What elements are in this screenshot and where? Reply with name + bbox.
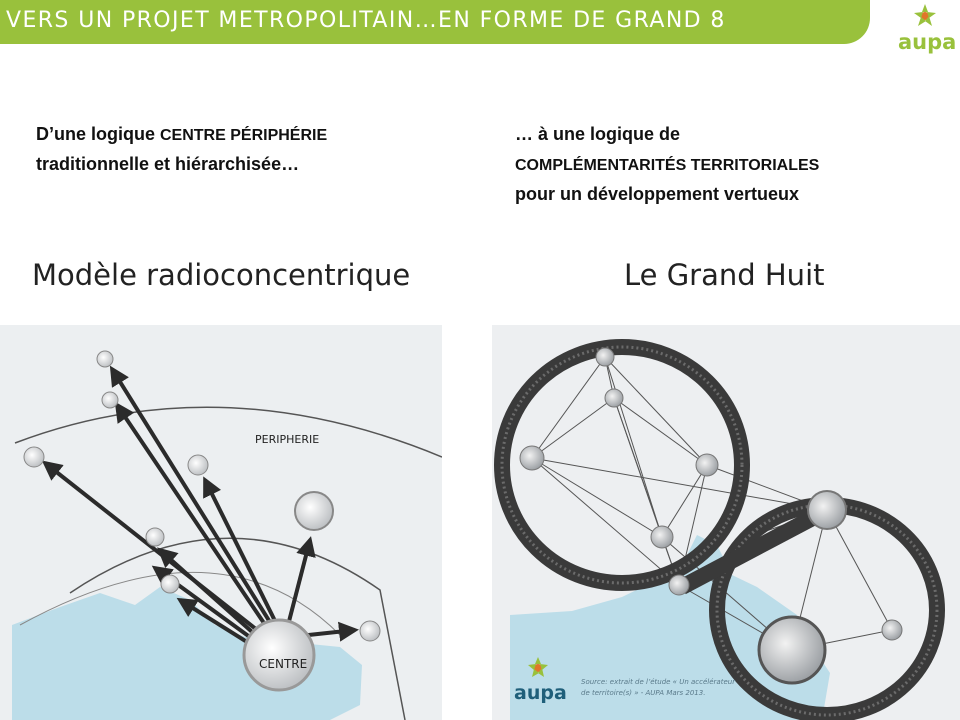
right-intro-line2: COMPLÉMENTARITÉS TERRITORIALES: [515, 157, 820, 174]
left-intro-line1b: CENTRE PÉRIPHÉRIE: [160, 127, 328, 144]
radioconcentric-diagram: [0, 325, 442, 720]
right-diagram-title: Le Grand Huit: [624, 258, 825, 292]
periphery-label: PERIPHERIE: [255, 433, 320, 446]
node: [605, 389, 623, 407]
node: [146, 528, 164, 546]
aupa-logo-text: aupa: [898, 30, 957, 54]
title-bar: [0, 0, 870, 44]
left-intro-line1a: D’une logique: [36, 124, 160, 144]
node: [102, 392, 118, 408]
source-line2: de territoire(s) » - AUPA Mars 2013.: [581, 689, 706, 697]
centre-node: [244, 620, 314, 690]
node: [882, 620, 902, 640]
node: [161, 575, 179, 593]
left-intro-line2: traditionnelle et hiérarchisée…: [36, 154, 300, 174]
left-intro: [36, 120, 327, 178]
node: [669, 575, 689, 595]
aupa-logo-bottom-text: aupa: [514, 682, 567, 704]
node: [808, 491, 846, 529]
node: [520, 446, 544, 470]
source-line1: Source: extrait de l’étude « Un accélérateur: [581, 678, 736, 686]
node: [596, 348, 614, 366]
right-intro-line3: pour un développement vertueux: [515, 184, 800, 204]
node: [188, 455, 208, 475]
node: [360, 621, 380, 641]
right-intro-line1: … à une logique de: [515, 124, 681, 144]
node: [651, 526, 673, 548]
left-diagram-title: Modèle radioconcentrique: [32, 258, 411, 292]
node: [24, 447, 44, 467]
node: [295, 492, 333, 530]
right-intro: [515, 118, 819, 206]
main-node: [759, 617, 825, 683]
centre-label: CENTRE: [259, 657, 308, 671]
node: [696, 454, 718, 476]
node: [97, 351, 113, 367]
source-note: [581, 677, 751, 699]
page-title: VERS UN PROJET METROPOLITAIN…EN FORME DE GRAND 8: [6, 8, 726, 33]
